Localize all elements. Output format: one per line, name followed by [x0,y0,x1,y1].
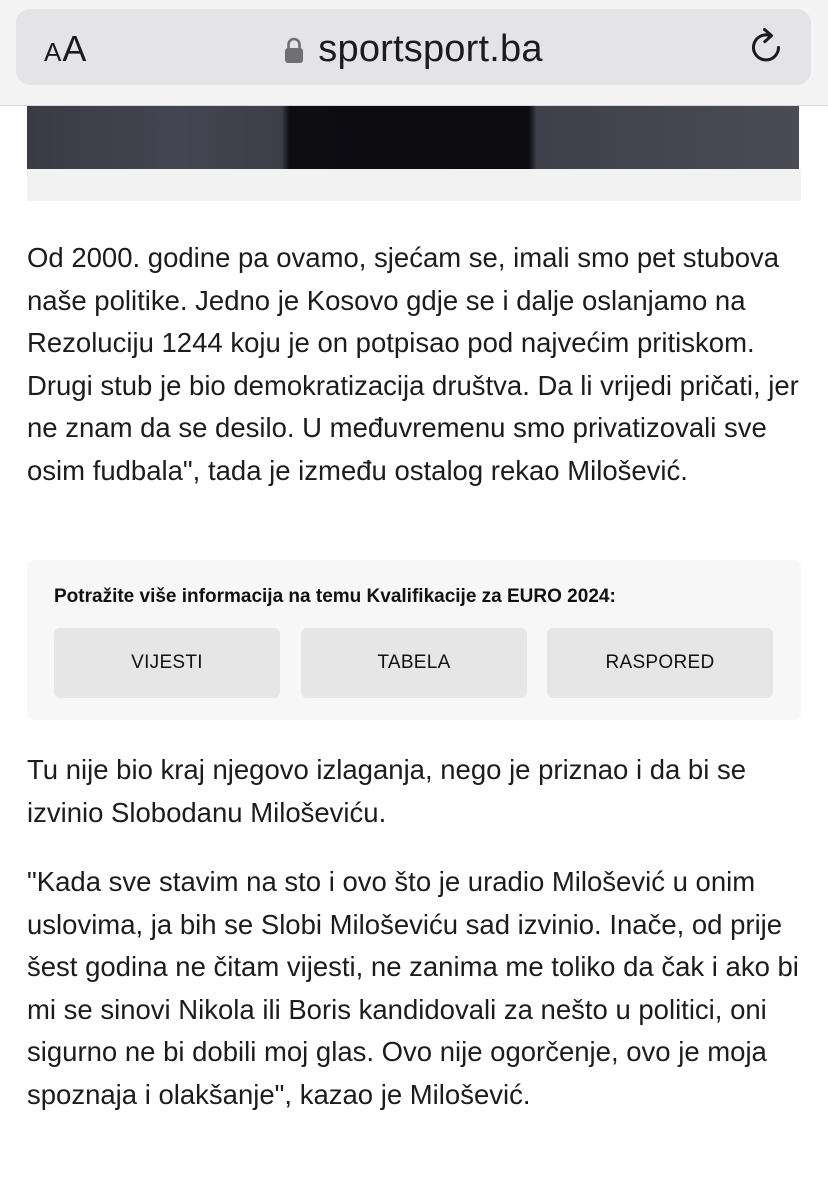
reload-icon[interactable] [745,26,787,68]
table-button[interactable]: TABELA [301,628,527,698]
browser-toolbar [0,0,828,106]
related-info-box [27,560,801,720]
lock-icon [284,36,304,64]
text-size-big-glyph: A [62,28,87,69]
article-paragraph: Tu nije bio kraj njegovo izlaganja, nego je priznao i da bi se izvinio Slobodanu Miloševiću. [27,754,747,828]
text-size-small-glyph: A [44,37,62,67]
article-image [27,105,799,169]
news-button[interactable]: VIJESTI [54,628,280,698]
article-paragraph: "Kada sve stavim na sto i ovo što je uradio Milošević u onim uslovima, ja bih se Slobi Miloševiću sad izvinio. Inače, od prije šest godina ne čitam vijesti, ne zanima me toliko da čak i ako bi mi se sinovi Nikola ili Boris kandidovali za nešto u politici, oni sigurno ne bi dobili moj glas. Ovo nije ogorčenje, ovo je moja spoznaja i olakšanje", kazao je Milošević. [27,866,799,1110]
url-text: sportsport.ba [318,27,543,70]
image-caption-strip [27,169,801,201]
schedule-button[interactable]: RASPORED [547,628,773,698]
address-bar[interactable] [16,9,811,85]
info-box-title: Potražite više informacija na temu Kvalifikacije za EURO 2024: [54,586,616,607]
article-paragraph: Od 2000. godine pa ovamo, sjećam se, imali smo pet stubova naše politike. Jedno je Kosovo gdje se i dalje oslanjamo na Rezoluciju 1244 koju je on potpisao pod najvećim pritiskom. Drugi stub je bio demokratizacija društva. Da li vrijedi pričati, jer ne znam da se desilo. U međuvremenu smo privatizovali sve osim fudbala", tada je između ostalog rekao Milošević. [27,242,799,486]
url-display[interactable] [16,29,811,69]
